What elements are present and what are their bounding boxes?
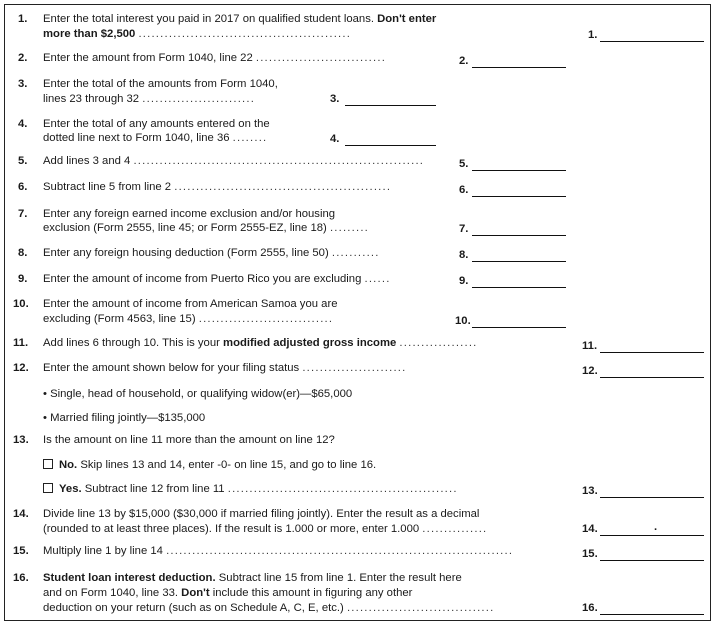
option-label: No. (59, 459, 78, 471)
amount-field-line-12[interactable] (600, 377, 704, 378)
leader-dots: ................................................................... (133, 155, 425, 167)
amount-field-line-2[interactable] (472, 67, 566, 68)
leader-dots: .................. (399, 337, 478, 349)
line-number: 11. (13, 337, 29, 349)
leader-dots: ........ (232, 132, 268, 144)
line-text: Enter the amount of income from American Samoa you are (43, 298, 338, 310)
decimal-field-line-14[interactable] (600, 535, 704, 536)
line-text: Enter the total interest you paid in 2017 on qualified student loans. (43, 13, 378, 25)
entry-label: 10. (455, 315, 471, 327)
line-text: Multiply line 1 by line 14 (43, 545, 163, 557)
amount-field-line-4[interactable] (345, 145, 436, 146)
leader-dots: ..................................................... (227, 483, 458, 495)
entry-label: 1. (588, 29, 598, 41)
line-text: Enter the amount shown below for your filing status (43, 362, 300, 374)
line-number: 13. (13, 434, 29, 446)
line-text: and on Form 1040, line 33. (43, 587, 182, 599)
line-number: 8. (18, 247, 28, 259)
yes-checkbox[interactable] (43, 483, 53, 493)
leader-dots: .............................. (255, 52, 387, 64)
line-text: Subtract line 15 from line 1. Enter the result here (215, 572, 462, 584)
amount-field-line-11[interactable] (600, 352, 704, 353)
leader-dots: ................................................................................ (166, 545, 514, 557)
line-text: Enter the total of the amounts from Form 1040, (43, 78, 278, 90)
line-text: Enter any foreign earned income exclusion and/or housing (43, 208, 336, 220)
leader-dots: ............................... (198, 313, 334, 325)
entry-label: 3. (330, 93, 340, 105)
amount-field-line-15[interactable] (600, 560, 704, 561)
line-text: Subtract line 5 from line 2 (43, 181, 172, 193)
line-number: 12. (13, 362, 29, 374)
line-number: 2. (18, 52, 28, 64)
line-number: 16. (13, 572, 29, 584)
line-number: 7. (18, 208, 28, 220)
amount-field-line-10[interactable] (472, 327, 566, 328)
line-text: excluding (Form 4563, line 15) (43, 313, 196, 325)
line-text: Is the amount on line 11 more than the amount on line 12? (43, 434, 335, 446)
decimal-point: . (654, 521, 658, 533)
line-number: 6. (18, 181, 28, 193)
line-text: Add lines 3 and 4 (43, 155, 131, 167)
line-text: dotted line next to Form 1040, line 36 (43, 132, 230, 144)
entry-label: 15. (582, 548, 598, 560)
line-text: deduction on your return (such as on Schedule A, C, E, etc.) (43, 602, 344, 614)
option-no (43, 458, 376, 473)
line-text: Enter any foreign housing deduction (Form 2555, line 50) (43, 247, 329, 259)
leader-dots: ......... (329, 222, 370, 234)
leader-dots: ........................ (302, 362, 407, 374)
entry-label: 12. (582, 365, 598, 377)
line-text: Enter the amount from Form 1040, line 22 (43, 52, 253, 64)
line-text-bold: Don't (181, 587, 210, 599)
amount-field-line-16[interactable] (600, 614, 704, 615)
line-number: 14. (13, 508, 29, 520)
no-checkbox[interactable] (43, 459, 53, 469)
entry-label: 8. (459, 249, 469, 261)
option-text: Skip lines 13 and 14, enter -0- on line 15, and go to line 16. (80, 459, 377, 471)
line-number: 4. (18, 118, 28, 130)
line-text: Enter the total of any amounts entered on the (43, 118, 270, 130)
amount-field-line-7[interactable] (472, 235, 566, 236)
amount-field-line-1[interactable] (600, 41, 704, 42)
line-text-bold: more than $2,500 (43, 28, 136, 40)
option-label: Yes. (59, 483, 82, 495)
leader-dots: ............... (422, 523, 488, 535)
filing-status-bullet: • Single, head of household, or qualifying widow(er)—$65,000 (43, 388, 353, 400)
line-text: lines 23 through 32 (43, 93, 140, 105)
line-text: (rounded to at least three places). If the result is 1.000 or more, enter 1.000 (43, 523, 420, 535)
line-text-bold: modified adjusted gross income (223, 337, 397, 349)
leader-dots: .................................................. (174, 181, 392, 193)
entry-label: 2. (459, 55, 469, 67)
entry-label: 16. (582, 602, 598, 614)
amount-field-line-13[interactable] (600, 497, 704, 498)
line-text: Enter the amount of income from Puerto Rico you are excluding (43, 273, 362, 285)
entry-label: 5. (459, 158, 469, 170)
line-number: 3. (18, 78, 28, 90)
amount-field-line-5[interactable] (472, 170, 566, 171)
line-number: 9. (18, 273, 28, 285)
leader-dots: ................................................. (138, 28, 352, 40)
leader-dots: ...... (364, 273, 391, 285)
line-number: 15. (13, 545, 29, 557)
amount-field-line-8[interactable] (472, 261, 566, 262)
line-text: Add lines 6 through 10. This is your (43, 337, 224, 349)
leader-dots: .................................. (346, 602, 495, 614)
entry-label: 13. (582, 485, 598, 497)
amount-field-line-3[interactable] (345, 105, 436, 106)
line-text: Divide line 13 by $15,000 ($30,000 if married filing jointly). Enter the result as a decimal (43, 508, 480, 520)
entry-label: 9. (459, 275, 469, 287)
line-number: 1. (18, 13, 28, 25)
line-text: include this amount in figuring any other (209, 587, 413, 599)
line-number: 5. (18, 155, 28, 167)
entry-label: 4. (330, 133, 340, 145)
entry-label: 14. (582, 523, 598, 535)
leader-dots: ........... (331, 247, 380, 259)
line-number: 10. (13, 298, 29, 310)
line-text-bold: Don't enter (377, 13, 437, 25)
line-text: exclusion (Form 2555, line 45; or Form 2555-EZ, line 18) (43, 222, 327, 234)
entry-label: 11. (582, 340, 598, 352)
entry-label: 7. (459, 223, 469, 235)
option-text: Subtract line 12 from line 11 (84, 483, 225, 495)
amount-field-line-6[interactable] (472, 196, 566, 197)
leader-dots: .......................... (142, 93, 256, 105)
line-text-bold: Student loan interest deduction. (43, 572, 216, 584)
filing-status-bullet: • Married filing jointly—$135,000 (43, 412, 206, 424)
amount-field-line-9[interactable] (472, 287, 566, 288)
entry-label: 6. (459, 184, 469, 196)
